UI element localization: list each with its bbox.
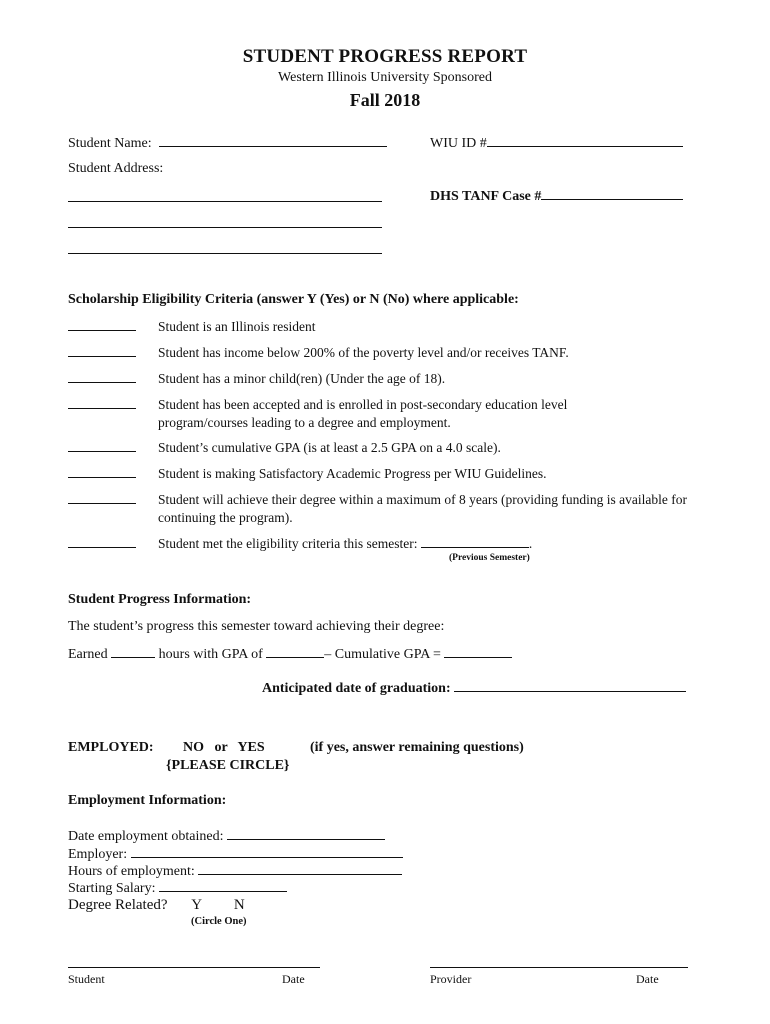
student-name-input[interactable] [159, 134, 387, 147]
employment-hours-label: Hours of employment: [68, 864, 195, 879]
report-title: STUDENT PROGRESS REPORT [242, 46, 528, 67]
provider-signature-label: Provider [430, 972, 472, 986]
criteria-text: Student met the eligibility criteria this semester: [158, 536, 418, 551]
report-term: Fall 2018 [349, 90, 421, 110]
criteria-answer-blank[interactable] [68, 408, 136, 409]
address-line-3[interactable] [68, 240, 382, 254]
progress-heading: Student Progress Information: [68, 592, 252, 607]
salary-label: Starting Salary: [68, 881, 156, 896]
wiu-id-label: WIU ID # [430, 136, 487, 151]
student-signature-label: Student [68, 972, 105, 986]
student-name-field [68, 134, 387, 152]
student-name-label: Student Name: [68, 136, 152, 151]
hours-label: hours with GPA of [158, 647, 263, 662]
please-circle-note: {PLEASE CIRCLE} [166, 758, 290, 773]
gpa-input[interactable] [266, 645, 324, 658]
circle-one-note: (Circle One) [191, 916, 247, 927]
criteria-text: Student is an Illinois resident [158, 319, 316, 334]
student-address-label: Student Address: [68, 161, 164, 176]
criteria-answer-blank[interactable] [68, 382, 136, 383]
criteria-text: Student is making Satisfactory Academic Progress per WIU Guidelines. [158, 466, 547, 481]
provider-date-label: Date [636, 972, 659, 986]
wiu-id-input[interactable] [487, 134, 683, 147]
employment-date-input[interactable] [227, 827, 385, 840]
cumulative-gpa-input[interactable] [444, 645, 512, 658]
criteria-answer-blank[interactable] [68, 451, 136, 452]
employed-note: (if yes, answer remaining questions) [310, 740, 524, 755]
employment-heading: Employment Information: [68, 793, 227, 808]
criteria-answer-blank[interactable] [68, 330, 136, 331]
graduation-date-input[interactable] [454, 679, 686, 692]
criteria-text: Student will achieve their degree within a maximum of 8 years (providing funding is available for continuing the program). [158, 492, 687, 525]
criteria-text: Student has been accepted and is enrolled in post-secondary education level program/courses leading to a degree and employment. [158, 397, 568, 430]
degree-related-no[interactable]: N [233, 897, 245, 913]
criteria-answer-blank[interactable] [68, 477, 136, 478]
criteria-answer-blank[interactable] [68, 503, 136, 504]
progress-intro: The student’s progress this semester toward achieving their degree: [68, 619, 445, 634]
graduation-row [262, 679, 686, 697]
employer-row [68, 845, 403, 863]
dhs-case-field [430, 187, 683, 205]
employed-options[interactable]: NO or YES [183, 740, 265, 755]
criteria-answer-blank[interactable] [68, 547, 136, 548]
salary-input[interactable] [159, 879, 287, 892]
criteria-text: Student has a minor child(ren) (Under the age of 18). [158, 371, 446, 386]
employment-date-label: Date employment obtained: [68, 829, 224, 844]
report-header [0, 46, 770, 111]
salary-row [68, 879, 287, 897]
employed-label: EMPLOYED: [68, 740, 154, 755]
criteria-text-wrap: Student met the eligibility criteria this semester: . [158, 536, 533, 551]
report-subtitle: Western Illinois University Sponsored [278, 70, 492, 85]
employment-hours-input[interactable] [198, 862, 402, 875]
earned-label: Earned [68, 647, 108, 662]
progress-earned-row [68, 645, 512, 663]
dhs-case-label: DHS TANF Case # [430, 189, 542, 204]
earned-hours-input[interactable] [111, 645, 155, 658]
degree-related-row [68, 897, 245, 914]
cumulative-label: – Cumulative GPA = [324, 647, 441, 662]
wiu-id-field [430, 134, 683, 152]
address-line-1[interactable] [68, 188, 382, 202]
criteria-answer-blank[interactable] [68, 356, 136, 357]
criteria-text: Student’s cumulative GPA (is at least a 2.5 GPA on a 4.0 scale). [158, 440, 501, 455]
previous-semester-input[interactable] [421, 536, 529, 548]
employment-hours-row [68, 862, 402, 880]
employment-date-row [68, 827, 385, 845]
previous-semester-note: (Previous Semester) [449, 553, 530, 563]
degree-related-yes[interactable]: Y [191, 897, 203, 913]
employer-input[interactable] [131, 845, 403, 858]
graduation-label: Anticipated date of graduation: [262, 681, 451, 696]
employer-label: Employer: [68, 847, 128, 862]
criteria-heading: Scholarship Eligibility Criteria (answer Y (Yes) or N (No) where applicable: [68, 292, 519, 307]
degree-related-label: Degree Related? [68, 897, 168, 913]
dhs-case-input[interactable] [541, 187, 683, 200]
student-date-label: Date [282, 972, 305, 986]
criteria-text: Student has income below 200% of the poverty level and/or receives TANF. [158, 345, 569, 360]
provider-signature-line[interactable] [430, 956, 688, 968]
address-line-2[interactable] [68, 214, 382, 228]
student-signature-line[interactable] [68, 956, 320, 968]
